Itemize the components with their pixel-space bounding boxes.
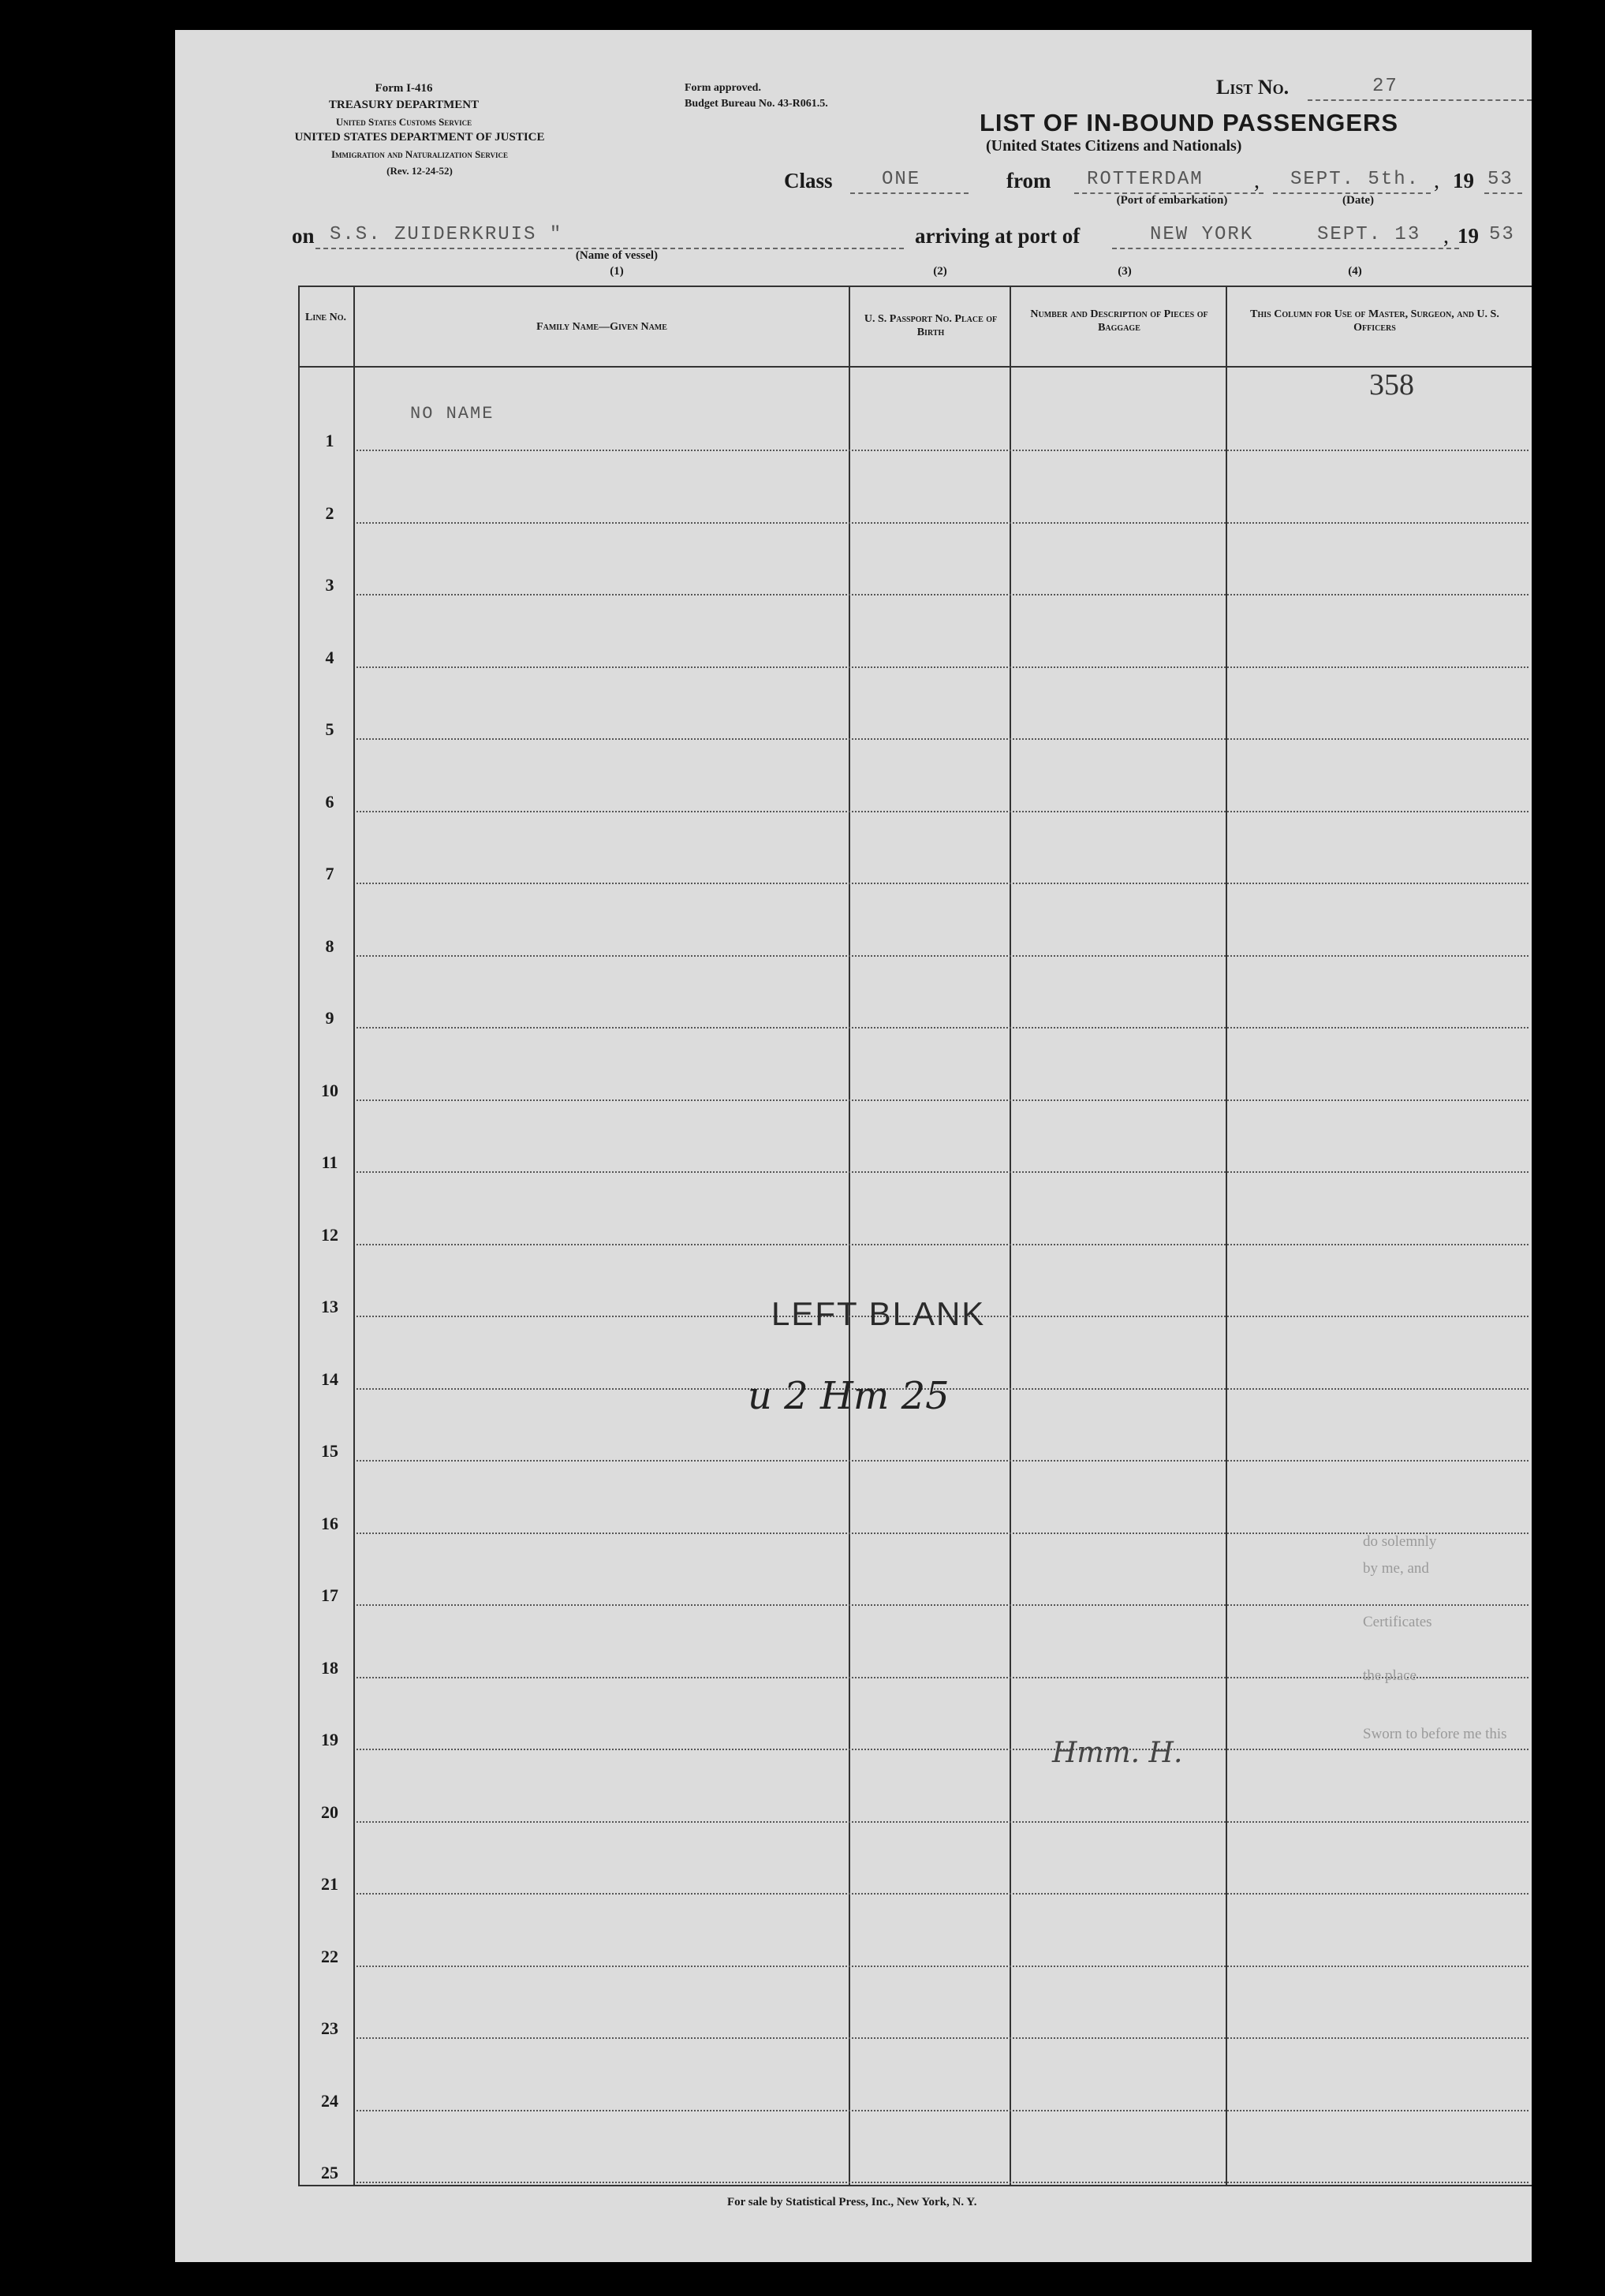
row-rule	[356, 1171, 1528, 1173]
row-number: 20	[321, 1801, 338, 1822]
row-rule	[356, 666, 1528, 668]
row-number: 19	[321, 1730, 338, 1749]
row-number: 9	[325, 1008, 334, 1028]
row-rule	[356, 2037, 1528, 2039]
form-number: Form I-416	[375, 82, 433, 95]
ghost-text: by me, and	[1363, 1560, 1429, 1577]
form-header-left	[278, 80, 530, 130]
row-rule	[356, 450, 1528, 451]
justice-dept: UNITED STATES DEPARTMENT OF JUSTICE	[294, 131, 545, 144]
form-approved: Form approved.	[685, 82, 761, 94]
row-rule	[356, 738, 1528, 740]
ghost-text: Certificates	[1363, 1614, 1432, 1630]
row-number: 13	[321, 1297, 338, 1316]
row-rule	[356, 1533, 1528, 1534]
budget-bureau: Budget Bureau No. 43-R061.5.	[685, 98, 828, 110]
handwritten-note: u 2 Hm 25	[748, 1374, 950, 1418]
form-title: LIST OF IN-BOUND PASSENGERS	[980, 109, 1399, 136]
ghost-text: Sworn to before me this	[1363, 1726, 1507, 1742]
row-number: 22	[321, 1946, 338, 1966]
port-of-embarkation: ROTTERDAM	[1087, 169, 1204, 190]
row-number: 8	[325, 935, 334, 956]
row-number: 21	[321, 1874, 338, 1894]
col-name: Family Name—Given Name	[536, 321, 667, 333]
signature: Hmm. H.	[1052, 1737, 1183, 1769]
vessel-caption: (Name of vessel)	[575, 249, 659, 262]
row-rule	[356, 811, 1528, 812]
col-baggage: Number and Description of Pieces of Baggage	[1030, 308, 1208, 334]
row-rule	[356, 2182, 1528, 2183]
class-label: Class	[784, 169, 833, 192]
row-number: 15	[321, 1441, 338, 1461]
row1-name: NO NAME	[410, 404, 495, 424]
year-prefix-1: 19	[1453, 169, 1474, 192]
ghost-text: the place	[1363, 1667, 1417, 1684]
arrival-date: SEPT. 13	[1317, 224, 1421, 245]
class-value: ONE	[882, 169, 921, 190]
row-rule	[356, 1604, 1528, 1606]
list-no-label: List No.	[1216, 76, 1290, 99]
row-number: 23	[321, 2018, 338, 2038]
year-1: 53	[1487, 169, 1514, 190]
form-sheet: Form I-416 TREASURY DEPARTMENT United States Customs Service UNITED STATES DEPARTMENT OF JUSTICE Immigration and Naturalization Service (Rev. 12-24-52) Form approved. Budget Bureau No. 43-R061.5. List No. 27 LIST OF IN-BOUND PASSENGERS (United States Citizens and Nationals) Class ONE from ROTTERDAM , SEPT. 5th. , 19 53 (Port of embarkation) (Date) on S.S. ZUIDERKRUIS " arriving at port of NEW YORK SEPT. 13 , 19 53 (Name of vessel) (1) (2) (3) (4) Line No. Family Name—Given Name U. S. Passport No. Place of Birth Number and Description of Pieces of Baggage This Column for Use of Master, Surgeon, and U. S. Officers 1 2 3 4 5 6 7 8 9 10 11 12 13 14 15 16 17 18 19 20 21 22 23 24 25 NO NAME 358 do solemnly by me, and Certificates the place Sworn to before me this LEFT BLANK u 2 Hm 25 Hmm. H. For sale by Statistical Press, Inc., New York, N. Y.	[175, 30, 1532, 2262]
from-label: from	[1006, 169, 1051, 192]
year-2: 53	[1489, 224, 1515, 245]
ins-service: Immigration and Naturalization Service	[330, 148, 509, 160]
row-number: 3	[325, 575, 334, 595]
row-number: 4	[325, 647, 334, 667]
row-rule	[356, 1099, 1528, 1101]
row-rule	[356, 2110, 1528, 2111]
treasury-dept: TREASURY DEPARTMENT	[328, 99, 480, 111]
row-number: 12	[321, 1224, 338, 1245]
row-number: 6	[325, 791, 334, 812]
list-no-value: 27	[1372, 76, 1398, 97]
port-embark-caption: (Port of embarkation)	[1116, 194, 1228, 207]
col-officers: This Column for Use of Master, Surgeon, and U. S. Officers	[1250, 308, 1499, 334]
caption-4: (4)	[1348, 265, 1362, 278]
row-rule	[356, 883, 1528, 884]
revision: (Rev. 12-24-52)	[386, 165, 453, 177]
arriving-label: arriving at port of	[915, 224, 1081, 248]
row-rule	[356, 1677, 1528, 1678]
row-number: 16	[321, 1513, 338, 1533]
caption-1: (1)	[610, 265, 624, 278]
row-number: 18	[321, 1657, 338, 1678]
vessel-name: S.S. ZUIDERKRUIS "	[330, 224, 563, 245]
left-blank-stamp: LEFT BLANK	[771, 1295, 986, 1332]
row-rule	[356, 955, 1528, 957]
caption-2: (2)	[933, 265, 947, 278]
row-rule	[356, 1244, 1528, 1245]
row-rule	[356, 1821, 1528, 1823]
year-prefix-2: 19	[1458, 224, 1479, 248]
footer-text: For sale by Statistical Press, Inc., New York, N. Y.	[727, 2196, 977, 2208]
approval-block	[685, 80, 828, 112]
row-number: 10	[321, 1080, 338, 1100]
col-line-no: Line No.	[304, 312, 346, 323]
row-number: 2	[325, 502, 334, 523]
row-number: 17	[321, 1585, 338, 1605]
row-rule	[356, 1966, 1528, 1967]
row-number: 5	[325, 719, 334, 739]
row-rule	[356, 1893, 1528, 1895]
officer-number: 358	[1369, 368, 1414, 401]
ghost-text: do solemnly	[1363, 1533, 1437, 1550]
row-number: 24	[321, 2090, 338, 2111]
col-passport: U. S. Passport No. Place of Birth	[864, 313, 998, 338]
row-number: 11	[321, 1152, 338, 1172]
row-number: 14	[321, 1368, 338, 1389]
row-number: 1	[325, 431, 334, 450]
row-rule	[356, 522, 1528, 524]
row-rule	[356, 594, 1528, 595]
caption-3: (3)	[1118, 265, 1132, 278]
row-number: 7	[325, 864, 334, 883]
row-number: 25	[321, 2163, 338, 2182]
customs-service: United States Customs Service	[335, 116, 472, 128]
on-label: on	[292, 224, 315, 248]
port-of-arrival: NEW YORK	[1150, 224, 1254, 245]
row-rule	[356, 1460, 1528, 1462]
date-caption: (Date)	[1342, 194, 1374, 207]
justice-block	[293, 129, 546, 179]
form-subtitle: (United States Citizens and Nationals)	[986, 137, 1242, 155]
row-rule	[356, 1027, 1528, 1029]
embarkation-date: SEPT. 5th.	[1290, 169, 1420, 190]
row-rule	[356, 1749, 1528, 1750]
